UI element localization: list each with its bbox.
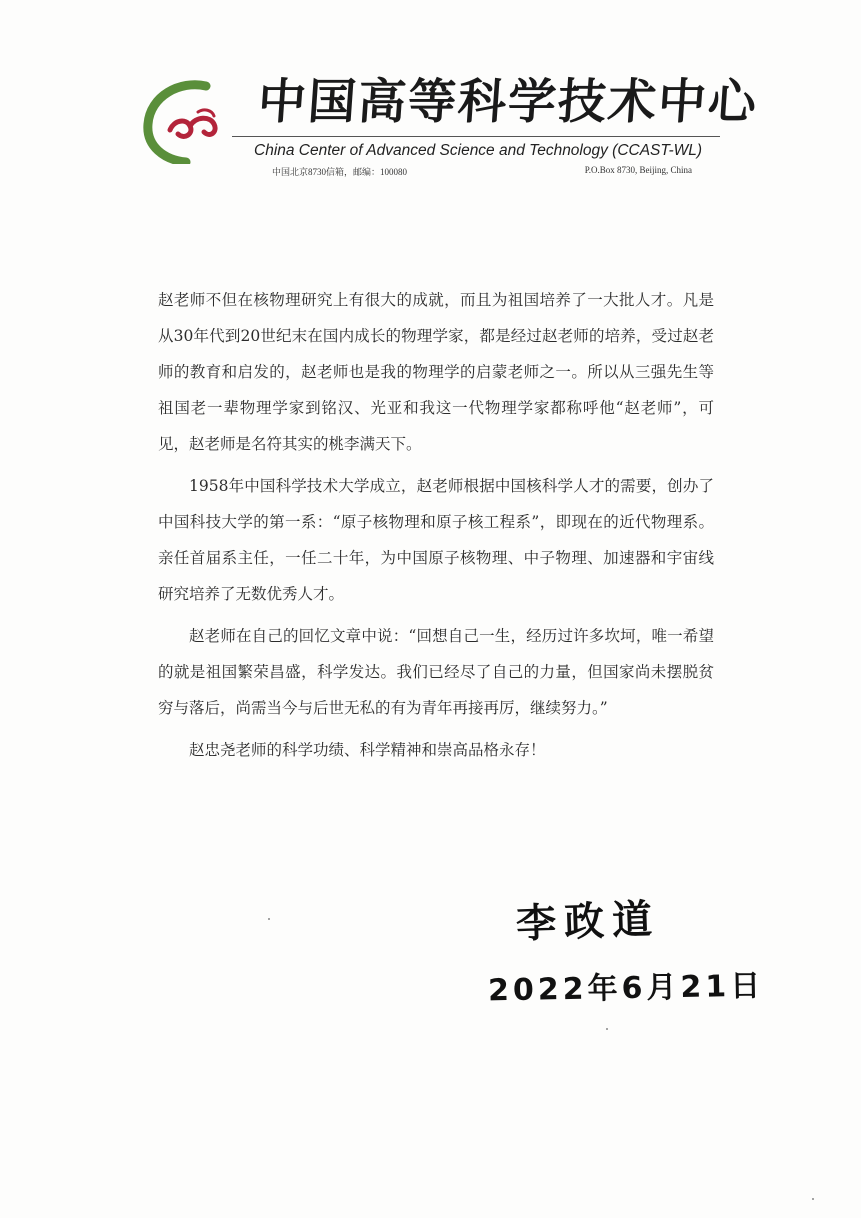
org-address: [272, 165, 692, 178]
org-name-chinese: 中国高等科学技术中心: [256, 74, 760, 130]
paper-speck: [606, 1028, 608, 1030]
ccast-logo-icon: [140, 72, 232, 164]
signature-date: 2022年6月21日: [487, 968, 765, 1009]
address-english: P.O.Box 8730, Beijing, China: [584, 165, 692, 175]
letter-body: [158, 282, 714, 774]
paragraph-3: 赵老师在自己的回忆文章中说：“回想自己一生，经历过许多坎坷，唯一希望的就是祖国繁荣昌盛，科学发达。我们已经尽了自己的力量，但国家尚未摆脱贫穷与落后，尚需当今与后世无私的有为青年再接再厉，继续努力。”: [158, 627, 714, 717]
paragraph-2: 1958年中国科学技术大学成立，赵老师根据中国核科学人才的需要，创办了中国科技大学的第一系：“原子核物理和原子核工程系”，即现在的近代物理系。亲任首届系主任，一任二十年，为中国原子核物理、中子物理、加速器和宇宙线研究培养了无数优秀人才。: [158, 477, 714, 603]
paragraph-1: 赵老师不但在核物理研究上有很大的成就，而且为祖国培养了一大批人才。凡是从30年代到20世纪末在国内成长的物理学家，都是经过赵老师的培养，受过赵老师的教育和启发的，赵老师也是我的物理学的启蒙老师之一。所以从三强先生等祖国老一辈物理学家到铭汉、光亚和我这一代物理学家都称呼他“赵老师”，可见，赵老师是名符其实的桃李满天下。: [158, 291, 714, 453]
paper-speck: [268, 918, 270, 920]
address-chinese: 中国北京8730信箱，邮编：100080: [272, 167, 408, 177]
signature-name: 李政道: [515, 896, 661, 948]
org-name-english: China Center of Advanced Science and Technology (CCAST-WL): [254, 142, 703, 159]
header-divider: [232, 136, 720, 137]
paper-speck: [812, 1198, 814, 1200]
paragraph-4: 赵忠尧老师的科学功绩、科学精神和崇高品格永存！: [189, 741, 546, 759]
